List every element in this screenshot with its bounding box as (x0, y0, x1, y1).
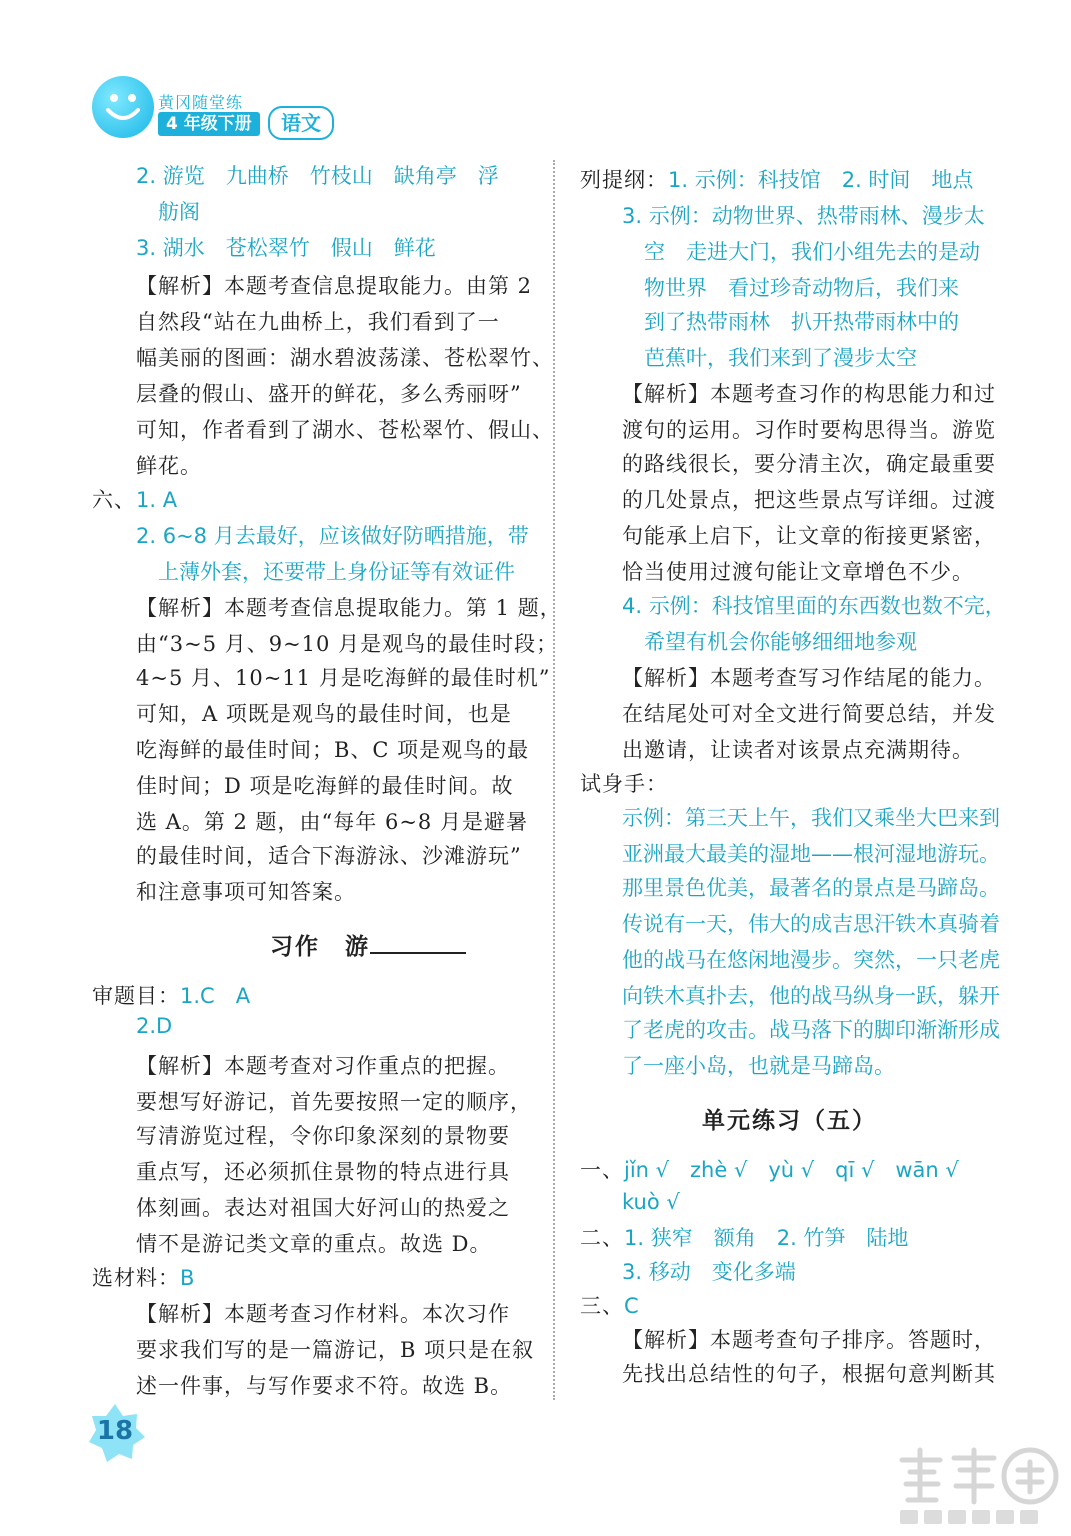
blank-underline (370, 932, 466, 954)
explanation-line: 层叠的假山、盛开的鲜花，多么秀丽呀” (136, 382, 522, 406)
subject-label: 语文 (268, 106, 334, 140)
answer-line: 示例：第三天上午，我们又乘坐大巴来到 (622, 806, 1000, 830)
explanation-line: 重点写，还必须抓住景物的特点进行具 (136, 1160, 510, 1184)
explanation-line: 先找出总结性的句子，根据句意判断其 (622, 1362, 996, 1386)
section-six (92, 484, 177, 514)
explanation-line: 要想写好游记，首先要按照一定的顺序， (136, 1090, 532, 1114)
explanation-line: 【解析】本题考查写习作结尾的能力。 (622, 666, 996, 690)
answer-line: 希望有机会你能够细细地参观 (644, 630, 917, 654)
section-three (580, 1290, 639, 1320)
page-header (92, 72, 352, 152)
watermark-icon (890, 1440, 1070, 1530)
explanation-line: 和注意事项可知答案。 (136, 880, 356, 904)
answer-line: 他的战马在悠闲地漫步。突然，一只老虎 (622, 948, 1000, 972)
brand-name: 黄冈随堂练 (158, 93, 244, 112)
explanation-line: 【解析】本题考查信息提取能力。第 1 题， (136, 596, 562, 620)
explanation-line: 鲜花。 (136, 454, 202, 478)
explanation-line: 述一件事，与写作要求不符。故选 B。 (136, 1374, 513, 1398)
answer-line: 了一座小岛，也就是马蹄岛。 (622, 1054, 895, 1078)
section-title: 单元练习（五） (702, 1107, 877, 1134)
answer-value: B (180, 1266, 195, 1290)
answer-value: 1. 示例：科技馆 2. 时间 地点 (668, 168, 974, 192)
outline-section (580, 164, 973, 194)
explanation-line: 的最佳时间，适合下海游泳、沙滩游玩” (136, 844, 522, 868)
answer-line: 亚洲最大最美的湿地——根河湿地游玩。 (622, 842, 1000, 866)
explanation-line: 【解析】本题考查信息提取能力。由第 2 (136, 274, 533, 298)
page-number: 18 (96, 1416, 134, 1446)
section-label: 六、 (92, 488, 136, 512)
answer-line: 4. 示例：科技馆里面的东西数也数不完， (622, 594, 1006, 618)
explanation-line: 情不是游记类文章的重点。故选 D。 (136, 1232, 492, 1256)
explanation-line: 可知，A 项既是观鸟的最佳时间，也是 (136, 702, 512, 726)
answer-line: 2. 6~8 月去最好，应该做好防晒措施，带 (136, 524, 529, 548)
explanation-line: 恰当使用过渡句能让文章增色不少。 (622, 560, 974, 584)
grade-label: 4 年级下册 (158, 112, 260, 136)
explanation-line: 要求我们写的是一篇游记，B 项只是在叙 (136, 1338, 535, 1362)
answer-line: 3. 移动 变化多端 (622, 1260, 796, 1284)
answer-line: 空 走进大门，我们小组先去的是动 (644, 240, 980, 264)
page-number-badge (84, 1402, 146, 1464)
explanation-line: 自然段“站在九曲桥上，我们看到了一 (136, 310, 500, 334)
section-label: 三、 (580, 1294, 624, 1318)
explanation-line: 出邀请，让读者对该景点充满期待。 (622, 738, 974, 762)
section-two (580, 1222, 908, 1252)
explanation-line: 【解析】本题考查习作材料。本次习作 (136, 1302, 510, 1326)
explanation-line: 吃海鲜的最佳时间；B、C 项是观鸟的最 (136, 738, 530, 762)
explanation-line: 渡句的运用。习作时要构思得当。游览 (622, 418, 996, 442)
question-label: 列提纲： (580, 168, 668, 192)
answer-line: 向铁木真扑去，他的战马纵身一跃，躲开 (622, 984, 1000, 1008)
answer-value: 1. 狭窄 额角 2. 竹笋 陆地 (624, 1226, 909, 1250)
section-one (580, 1154, 959, 1184)
answer-line: 2.D (136, 1014, 173, 1038)
answer-value: 1. A (136, 488, 178, 512)
explanation-line: 选 A。第 2 题，由“每年 6~8 月是避暑 (136, 810, 528, 834)
answer-line: 到了热带雨林 扒开热带雨林中的 (644, 310, 959, 334)
explanation-line: 由“3~5 月、9~10 月是观鸟的最佳时段； (136, 632, 559, 656)
section-title (270, 928, 466, 961)
smiley-logo-icon (92, 76, 154, 138)
explanation-line: 写清游览过程，令你印象深刻的景物要 (136, 1124, 510, 1148)
question-label: 选材料： (92, 1266, 180, 1290)
explanation-line: 佳时间；D 项是吃海鲜的最佳时间。故 (136, 774, 514, 798)
section-label: 二、 (580, 1226, 624, 1250)
answer-line: kuò √ (622, 1190, 680, 1214)
question-label: 审题目： (92, 984, 180, 1008)
explanation-line: 【解析】本题考查句子排序。答题时， (622, 1328, 996, 1352)
explanation-line: 【解析】本题考查对习作重点的把握。 (136, 1054, 510, 1078)
answer-value: jǐn √ zhè √ yù √ qī √ wān √ (624, 1158, 959, 1182)
answer-line: 3. 湖水 苍松翠竹 假山 鲜花 (136, 236, 436, 260)
answer-value: C (624, 1294, 639, 1318)
material-select (92, 1262, 194, 1292)
answer-line: 芭蕉叶，我们来到了漫步太空 (644, 346, 917, 370)
explanation-line: 句能承上启下，让文章的衔接更紧密， (622, 524, 996, 548)
answer-line: 2. 游览 九曲桥 竹枝山 缺角亭 浮 (136, 164, 499, 188)
explanation-line: 的路线很长，要分清主次，确定最重要 (622, 452, 996, 476)
section-title-text: 习作 游 (270, 933, 370, 960)
answer-line: 舫阁 (158, 200, 200, 224)
explanation-line: 4~5 月、10~11 月是吃海鲜的最佳时机” (136, 666, 551, 690)
answer-line: 3. 示例：动物世界、热带雨林、漫步太 (622, 204, 985, 228)
answer-line: 了老虎的攻击。战马落下的脚印渐渐形成 (622, 1018, 1000, 1042)
section-label: 一、 (580, 1158, 624, 1182)
explanation-line: 【解析】本题考查习作的构思能力和过 (622, 382, 996, 406)
explanation-line: 幅美丽的图画：湖水碧波荡漾、苍松翠竹、 (136, 346, 554, 370)
answer-line: 那里景色优美，最著名的景点是马蹄岛。 (622, 876, 1000, 900)
answer-line: 传说有一天，伟大的成吉思汗铁木真骑着 (622, 912, 1000, 936)
answer-value: 1.C A (180, 984, 251, 1008)
question-label: 试身手： (580, 772, 668, 796)
explanation-line: 的几处景点，把这些景点写详细。过渡 (622, 488, 996, 512)
explanation-line: 体刻画。表达对祖国大好河山的热爱之 (136, 1196, 510, 1220)
question-review (92, 980, 250, 1010)
explanation-line: 可知，作者看到了湖水、苍松翠竹、假山、 (136, 418, 554, 442)
answer-line: 物世界 看过珍奇动物后，我们来 (644, 276, 959, 300)
watermark-logo (890, 1440, 1070, 1530)
answer-line: 上薄外套，还要带上身份证等有效证件 (158, 560, 515, 584)
explanation-line: 在结尾处可对全文进行简要总结，并发 (622, 702, 996, 726)
